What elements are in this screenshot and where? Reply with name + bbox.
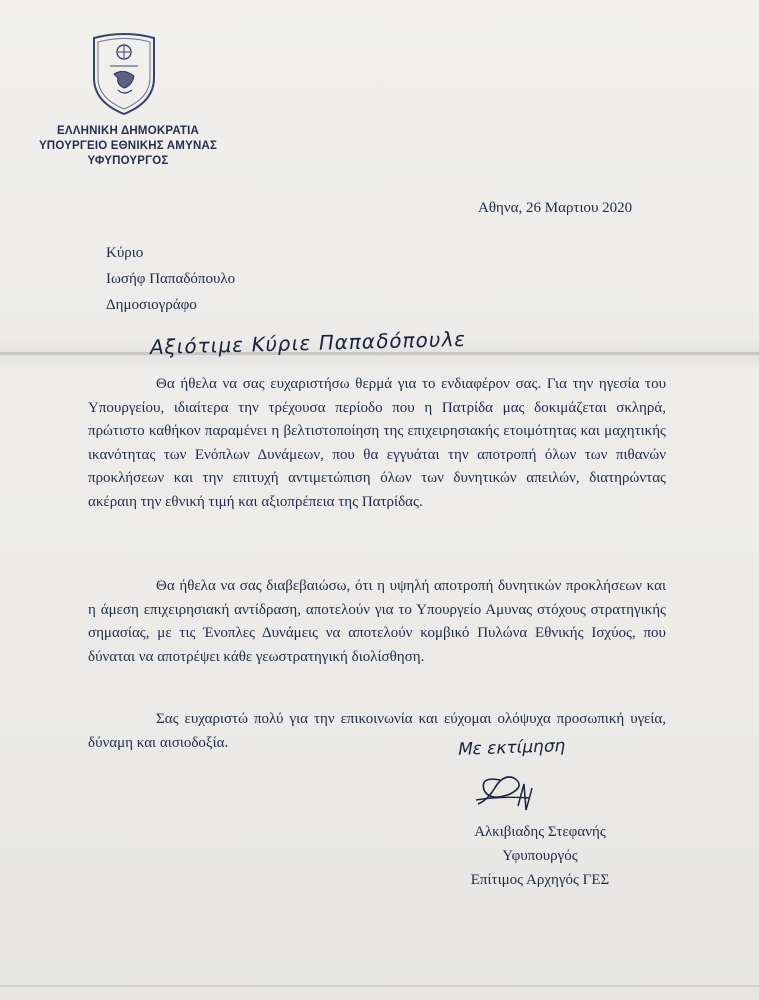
signer-name: Αλκιβιαδης Στεφανής bbox=[474, 824, 606, 840]
handwritten-salutation: Αξιότιμε Κύριε Παπαδόπουλε bbox=[148, 326, 469, 360]
body-paragraph-1: Θα ήθελα να σας ευχαριστήσω θερμά για το ενδιαφέρον σας. Για την ηγεσία του Υπουργείου, ιδιαίτερα την τρέχουσα περίοδο που η Πατρίδα μας δοκιμάζεται σκληρά, πρώτιστο καθήκον παραμένει η βελτιστοποίηση της επιχειρησιακής ετοιμότητας και μαχητικής ικανότητας των Ενόπλων Δυνάμεων, που θα εγγυάται την αποτροπή όλων των πιθανών προκλήσεων και την επιτυχή αντιμετώπιση όλων των δυνητικών απειλών, διατηρώντας ακέραιη την εθνική τιμή και αξιοπρέπεια της Πατρίδας. bbox=[88, 376, 666, 510]
signer-rank: Επίτιμος Αρχηγός ΓΕΣ bbox=[470, 872, 610, 888]
recipient-name: Ιωσήφ Παπαδόπουλο bbox=[106, 271, 236, 287]
letter-date: Αθηνα, 26 Μαρτιου 2020 bbox=[478, 200, 633, 216]
signature-icon bbox=[470, 766, 550, 816]
signer-block bbox=[430, 820, 650, 892]
recipient-block bbox=[106, 240, 235, 318]
body-paragraph-2: Θα ήθελα να σας διαβεβαιώσω, ότι η υψηλή αποτροπή δυνητικών προκλήσεων και η άμεση επιχειρησιακή αντίδραση, αποτελούν για το Υπουργείο Αμυνας στόχους στρατηγικής σημασίας, με τις Ένοπλες Δυνάμεις να αποτελούν κομβικό Πυλώνα Εθνικής Ισχύος, που δύναται να αποτρέψει κάθε γεωστρατηγική διολίσθηση. bbox=[88, 578, 666, 665]
letterhead bbox=[28, 124, 228, 169]
letterhead-office: ΥΦΥΠΟΥΡΓΟΣ bbox=[87, 155, 169, 167]
letterhead-ministry: ΥΠΟΥΡΓΕΙΟ ΕΘΝΙΚΗΣ ΑΜΥΝΑΣ bbox=[38, 140, 218, 152]
signer-title: Υφυπουργός bbox=[502, 848, 578, 864]
ministry-crest-icon bbox=[88, 32, 160, 116]
letterhead-republic: ΕΛΛΗΝΙΚΗ ΔΗΜΟΚΡΑΤΙΑ bbox=[56, 125, 200, 137]
paper-fold-line-bottom bbox=[0, 985, 759, 987]
handwritten-closing: Με εκτίμηση bbox=[456, 736, 568, 760]
body-paragraph-3: Σας ευχαριστώ πολύ για την επικοινωνία και εύχομαι ολόψυχα προσωπική υγεία, δύναμη και αισιοδοξία. bbox=[88, 711, 666, 751]
recipient-salutation-title: Κύριο bbox=[106, 245, 144, 261]
recipient-profession: Δημοσιογράφο bbox=[106, 297, 197, 313]
